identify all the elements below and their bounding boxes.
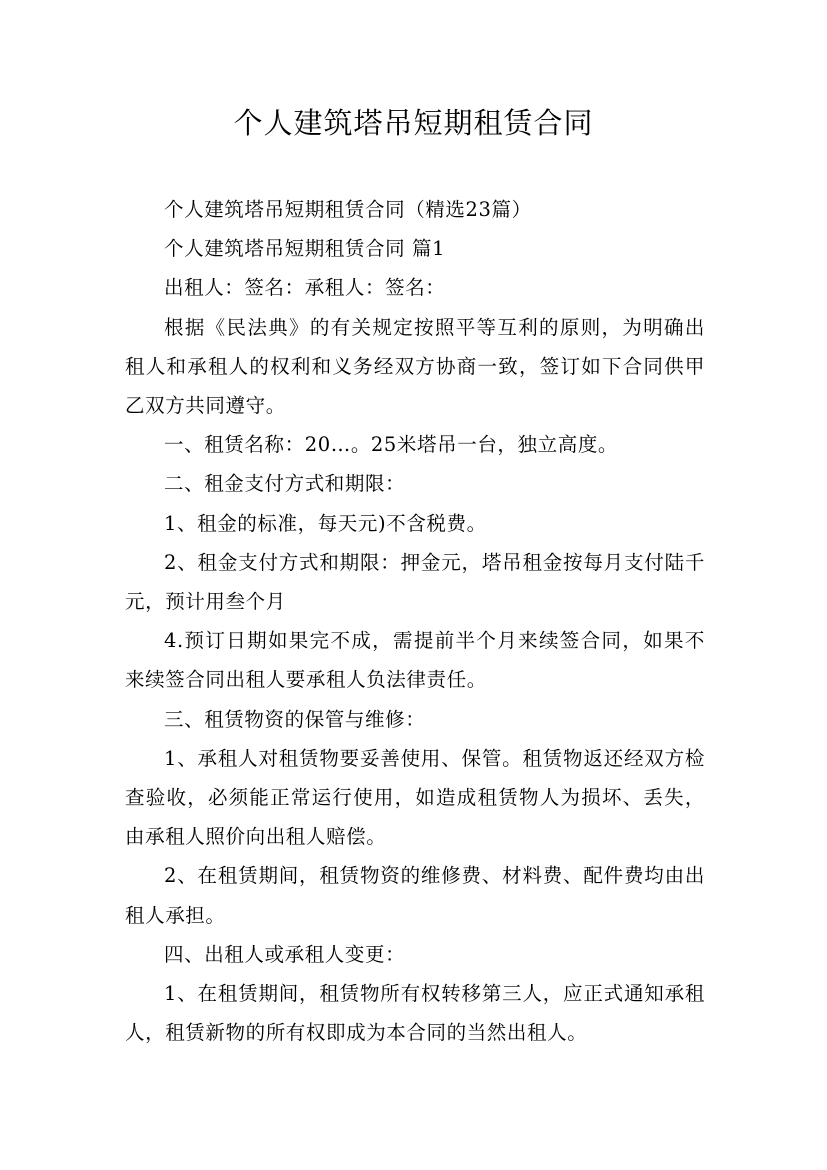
paragraph-clause-4-heading: 四、出租人或承租人变更： [164, 942, 406, 966]
paragraph-clause-3-2: 2、在租赁期间，租赁物资的维修费、材料费、配件费均由出租人承担。 [125, 864, 705, 927]
paragraph-section-heading: 个人建筑塔吊短期租赁合同 篇1 [164, 237, 446, 261]
paragraph-clause-1: 一、租赁名称：20…。25米塔吊一台，独立高度。 [164, 433, 619, 457]
paragraph-clause-2-heading: 二、租金支付方式和期限： [164, 472, 406, 496]
paragraph-clause-2-4: 4.预订日期如果完不成，需提前半个月来续签合同，如果不来续签合同出租人要承租人负法律责任。 [125, 629, 705, 692]
document-title: 个人建筑塔吊短期租赁合同 [233, 106, 594, 140]
paragraph-subtitle: 个人建筑塔吊短期租赁合同（精选23篇） [164, 198, 532, 221]
paragraph-clause-4-1: 1、在租赁期间，租赁物所有权转移第三人，应正式通知承租人，租赁新物的所有权即成为本合同的当然出租人。 [125, 982, 705, 1045]
paragraph-preamble: 根据《民法典》的有关规定按照平等互利的原则，为明确出租人和承租人的权利和义务经双方协商一致，签订如下合同供甲乙双方共同遵守。 [125, 315, 705, 418]
paragraph-clause-2-1: 1、租金的标准，每天元)不含税费。 [164, 511, 487, 535]
document-body [125, 190, 705, 1052]
paragraph-clause-2-2: 2、租金支付方式和期限：押金元，塔吊租金按每月支付陆千元，预计用叁个月 [125, 550, 705, 614]
paragraph-parties: 出租人：签名：承租人：签名： [164, 276, 446, 300]
paragraph-clause-3-heading: 三、租赁物资的保管与维修： [164, 707, 426, 731]
paragraph-clause-3-1: 1、承租人对租赁物要妥善使用、保管。租赁物返还经双方检查验收，必须能正常运行使用，如造成租赁物人为损坏、丢失，由承租人照价向出租人赔偿。 [125, 746, 705, 849]
